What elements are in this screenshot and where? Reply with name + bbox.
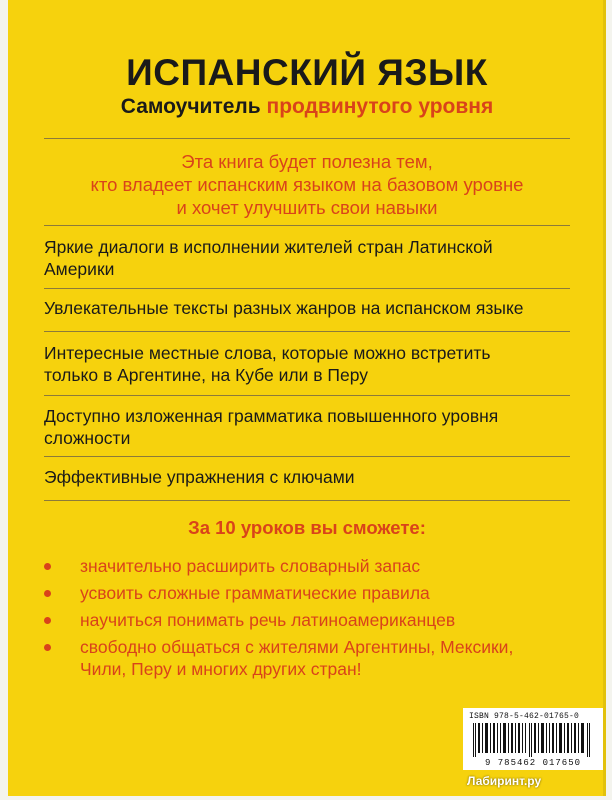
bullet-line: научиться понимать речь латиноамериканцев: [80, 610, 456, 630]
intro-line: и хочет улучшить свои навыки: [176, 197, 438, 218]
bullet-icon: [44, 617, 51, 624]
book-title: ИСПАНСКИЙ ЯЗЫК: [126, 52, 488, 93]
list-item: [44, 636, 584, 680]
bullet-line: свободно общаться с жителями Аргентины, Мексики,: [80, 637, 514, 657]
intro-text: [8, 150, 606, 219]
subtitle-black: Самоучитель: [120, 95, 267, 118]
barcode-bars-icon: [471, 723, 595, 757]
feature-item: [44, 466, 574, 488]
divider: [44, 331, 570, 332]
feature-line: Доступно изложенная грамматика повышенного уровня: [44, 406, 499, 426]
list-item: [44, 555, 584, 577]
bullet-icon: [44, 590, 51, 597]
divider: [44, 395, 570, 396]
feature-line: только в Аргентине, на Кубе или в Перу: [44, 365, 369, 385]
feature-line: сложности: [44, 428, 131, 448]
feature-item: [44, 297, 574, 319]
intro-line: кто владеет испанским языком на базовом уровне: [90, 174, 524, 195]
feature-line: Увлекательные тексты разных жанров на испанском языке: [44, 298, 524, 318]
feature-line: Интересные местные слова, которые можно встретить: [44, 343, 491, 363]
book-back-cover: [8, 0, 606, 796]
divider: [44, 500, 570, 501]
feature-item: [44, 236, 574, 280]
feature-item: [44, 405, 574, 449]
barcode-digits: 9 785462 017650: [484, 758, 581, 768]
divider: [44, 288, 570, 289]
subtitle-accent: продвинутого уровня: [266, 95, 494, 118]
book-subtitle: [8, 95, 606, 119]
feature-item: [44, 342, 574, 386]
intro-line: Эта книга будет полезна тем,: [181, 151, 433, 172]
feature-line: Яркие диалоги в исполнении жителей стран Латинской: [44, 237, 493, 257]
bullet-icon: [44, 644, 51, 651]
cta-heading: За 10 уроков вы сможете:: [188, 517, 426, 538]
barcode: [463, 708, 603, 770]
feature-line: Эффективные упражнения с ключами: [44, 467, 355, 487]
bullet-line: Чили, Перу и многих других стран!: [80, 659, 362, 679]
isbn-label: ISBN 978-5-462-01765-0: [469, 712, 580, 721]
bullet-line: значительно расширить словарный запас: [80, 556, 421, 576]
divider: [44, 225, 570, 226]
bullet-icon: [44, 563, 51, 570]
divider: [44, 138, 570, 139]
benefits-list: [44, 555, 584, 680]
list-item: [44, 582, 584, 604]
watermark: Лабиринт.ру: [467, 774, 542, 788]
divider: [44, 456, 570, 457]
feature-line: Америки: [44, 259, 115, 279]
list-item: [44, 609, 584, 631]
bullet-line: усвоить сложные грамматические правила: [80, 583, 430, 603]
